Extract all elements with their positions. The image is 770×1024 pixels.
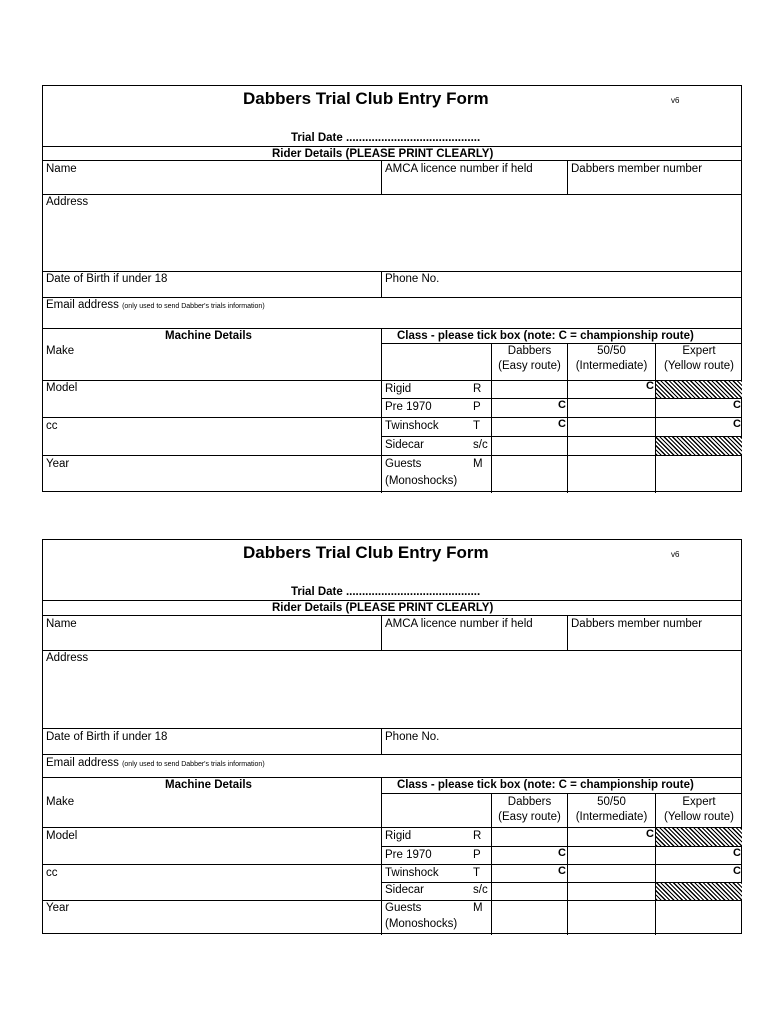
address-field[interactable]: Address — [46, 652, 89, 664]
entry-form-2 — [42, 539, 742, 934]
col-expert-sub: (Yellow route) — [664, 811, 734, 823]
class-twinshock: Twinshock — [385, 867, 439, 879]
class-sidecar: Sidecar — [385, 884, 424, 896]
trial-date-field[interactable]: Trial Date .......................................... — [291, 132, 481, 144]
year-field[interactable]: Year — [46, 458, 70, 470]
machine-details-header: Machine Details — [165, 779, 252, 791]
col-5050-label: 50/50 — [597, 796, 626, 808]
col-5050-sub: (Intermediate) — [575, 811, 648, 823]
form-version: v6 — [671, 550, 680, 559]
class-guests: Guests — [385, 458, 422, 470]
class-guests-sub: (Monoshocks) — [385, 475, 458, 487]
class-header: Class - please tick box (note: C = championship route) — [397, 779, 694, 791]
make-field[interactable]: Make — [46, 796, 75, 808]
champ-mark: C — [733, 399, 741, 411]
col-dabbers-label: Dabbers — [507, 796, 552, 808]
year-field[interactable]: Year — [46, 902, 70, 914]
form-title: Dabbers Trial Club Entry Form — [243, 89, 489, 108]
class-sidecar: Sidecar — [385, 439, 424, 451]
amca-licence-field[interactable]: AMCA licence number if held — [385, 618, 533, 630]
class-twinshock-code: T — [473, 867, 481, 879]
col-expert-label: Expert — [682, 796, 716, 808]
class-twinshock: Twinshock — [385, 420, 439, 432]
form-version: v6 — [671, 96, 680, 105]
champ-mark: C — [733, 865, 741, 877]
class-header: Class - please tick box (note: C = championship route) — [397, 330, 694, 342]
model-field[interactable]: Model — [46, 382, 78, 394]
col-expert — [656, 796, 742, 824]
dob-field[interactable]: Date of Birth if under 18 — [46, 731, 168, 743]
class-rigid-code: R — [473, 830, 482, 842]
unavailable-cell — [656, 437, 742, 455]
class-rigid: Rigid — [385, 830, 412, 842]
class-pre1970-code: P — [473, 401, 481, 413]
champ-mark: C — [558, 865, 566, 877]
class-guests-sub: (Monoshocks) — [385, 918, 458, 930]
cc-field[interactable]: cc — [46, 420, 58, 432]
class-pre1970: Pre 1970 — [385, 849, 432, 861]
col-5050 — [568, 345, 655, 373]
entry-form-1 — [42, 85, 742, 492]
champ-mark: C — [558, 847, 566, 859]
rider-details-header: Rider Details (PLEASE PRINT CLEARLY) — [272, 602, 494, 614]
col-expert-label: Expert — [682, 345, 716, 357]
phone-field[interactable]: Phone No. — [385, 731, 440, 743]
col-dabbers — [492, 345, 567, 373]
col-5050-sub: (Intermediate) — [575, 360, 648, 372]
col-expert — [656, 345, 742, 373]
rider-details-header: Rider Details (PLEASE PRINT CLEARLY) — [272, 148, 494, 160]
col-dabbers-label: Dabbers — [507, 345, 552, 357]
name-field[interactable]: Name — [46, 618, 77, 630]
email-field[interactable] — [46, 299, 265, 313]
dob-field[interactable]: Date of Birth if under 18 — [46, 273, 168, 285]
unavailable-cell — [656, 828, 742, 846]
unavailable-cell — [656, 883, 742, 900]
champ-mark: C — [558, 418, 566, 430]
class-pre1970-code: P — [473, 849, 481, 861]
col-5050-label: 50/50 — [597, 345, 626, 357]
class-rigid: Rigid — [385, 383, 412, 395]
machine-details-header: Machine Details — [165, 330, 252, 342]
form-title: Dabbers Trial Club Entry Form — [243, 543, 489, 562]
col-dabbers — [492, 796, 567, 824]
member-number-field[interactable]: Dabbers member number — [571, 618, 703, 630]
amca-licence-field[interactable]: AMCA licence number if held — [385, 163, 533, 175]
email-label: Email address — [46, 757, 119, 769]
champ-mark: C — [646, 828, 654, 840]
class-guests-code: M — [473, 458, 483, 470]
champ-mark: C — [733, 847, 741, 859]
col-dabbers-sub: (Easy route) — [498, 811, 561, 823]
class-guests: Guests — [385, 902, 422, 914]
make-field[interactable]: Make — [46, 345, 75, 357]
email-note: (only used to send Dabber's trials information) — [122, 303, 265, 310]
class-rigid-code: R — [473, 383, 482, 395]
champ-mark: C — [733, 418, 741, 430]
champ-mark: C — [646, 380, 654, 392]
col-5050 — [568, 796, 655, 824]
champ-mark: C — [558, 399, 566, 411]
unavailable-cell — [656, 381, 742, 398]
email-field[interactable] — [46, 757, 265, 771]
class-guests-code: M — [473, 902, 483, 914]
col-dabbers-sub: (Easy route) — [498, 360, 561, 372]
class-sidecar-code: s/c — [473, 884, 488, 896]
member-number-field[interactable]: Dabbers member number — [571, 163, 703, 175]
phone-field[interactable]: Phone No. — [385, 273, 440, 285]
cc-field[interactable]: cc — [46, 867, 58, 879]
model-field[interactable]: Model — [46, 830, 78, 842]
name-field[interactable]: Name — [46, 163, 77, 175]
class-twinshock-code: T — [473, 420, 481, 432]
class-sidecar-code: s/c — [473, 439, 488, 451]
address-field[interactable]: Address — [46, 196, 89, 208]
class-pre1970: Pre 1970 — [385, 401, 432, 413]
email-label: Email address — [46, 299, 119, 311]
trial-date-field[interactable]: Trial Date .......................................... — [291, 586, 481, 598]
col-expert-sub: (Yellow route) — [664, 360, 734, 372]
email-note: (only used to send Dabber's trials information) — [122, 761, 265, 768]
